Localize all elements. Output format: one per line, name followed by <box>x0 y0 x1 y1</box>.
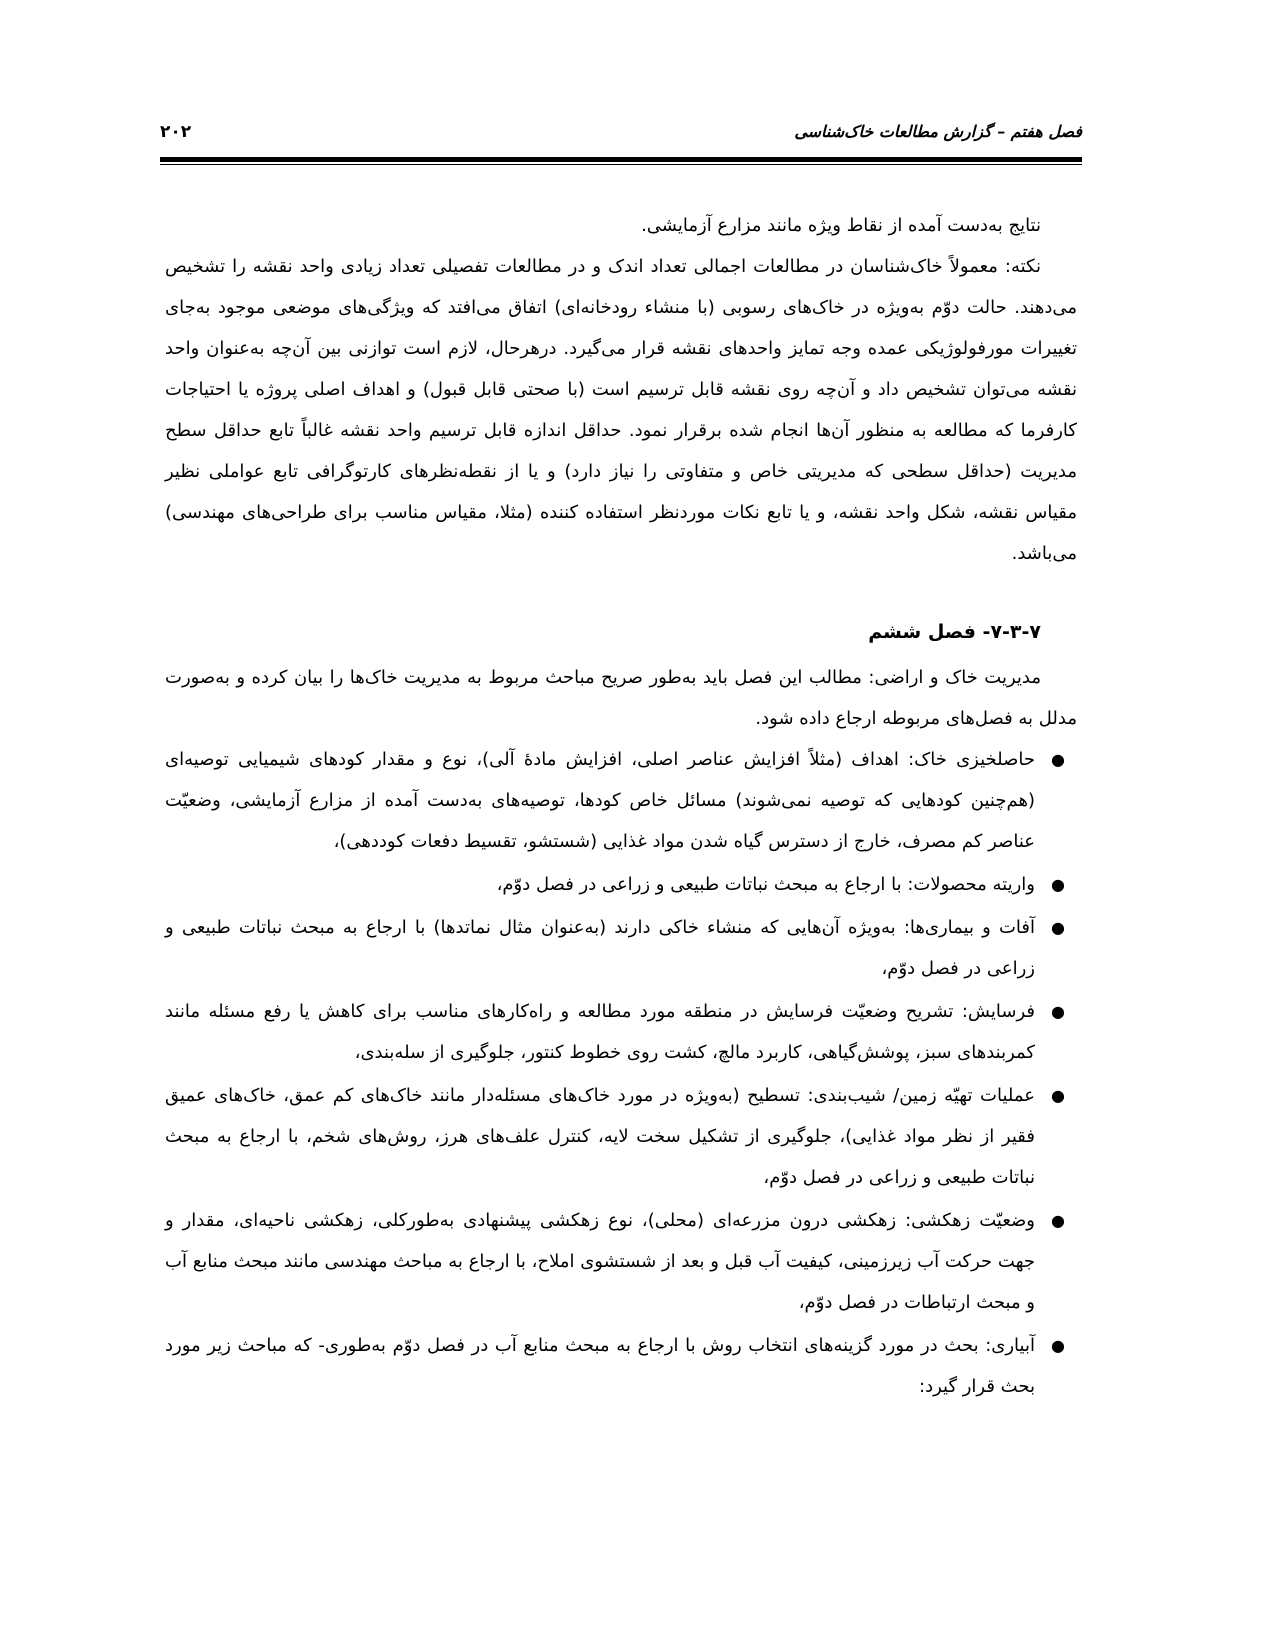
bullet-icon: ● <box>1051 1211 1065 1230</box>
list-item <box>165 739 1065 862</box>
bullet-icon: ● <box>1051 875 1065 894</box>
list-item-text: عملیات تهیّه زمین/ شیب‌بندی: تسطیح (به‌ویژه در مورد خاک‌های مسئله‌دار مانند خاک‌های کم عمق، خاک‌های عمیق فقیر از نظر مواد غذایی)، جلوگیری از تشکیل سخت لایه، کنترل علف‌های هرز، روش‌های شخم، با ارجاع به مبحث نباتات طبیعی و زراعی در فصل دوّم، <box>165 1085 1035 1188</box>
header-rule-thick <box>160 157 1082 162</box>
list-item-text: واریته محصولات: با ارجاع به مبحث نباتات طبیعی و زراعی در فصل دوّم، <box>496 874 1035 895</box>
paragraph-results: نتایج به‌دست آمده از نقاط ویژه مانند مزارع آزمایشی. <box>641 215 1041 236</box>
bullet-icon: ● <box>1051 750 1065 769</box>
running-header <box>160 122 1082 150</box>
list-item-text: آفات و بیماری‌ها: به‌ویژه آن‌هایی که منشاء خاکی دارند (به‌عنوان مثال نماتدها) با ارجاع به مبحث نباتات طبیعی و زراعی در فصل دوّم، <box>165 917 1035 979</box>
bullet-icon: ● <box>1051 1002 1065 1021</box>
header-rule-thin <box>160 164 1082 165</box>
body-text <box>165 205 1077 1409</box>
list-item-text: وضعیّت زهکشی: زهکشی درون مزرعه‌ای (محلی)، نوع زهکشی پیشنهادی به‌طورکلی، زهکشی ناحیه‌ای، مقدار و جهت حرکت آب زیرزمینی، کیفیت آب قبل و بعد از شستشوی املاح، با ارجاع به مباحث مهندسی مانند مبحث منابع آب و مبحث ارتباطات در فصل دوّم، <box>165 1210 1035 1313</box>
section-heading: ۷-۳-۷- فصل ششم <box>868 621 1041 643</box>
page-number: ۲۰۲ <box>160 122 192 142</box>
list-item <box>165 1325 1065 1407</box>
header-title: فصل هفتم – گزارش مطالعات خاک‌شناسی <box>794 122 1082 141</box>
bullet-list <box>165 739 1077 1407</box>
list-item-text: حاصلخیزی خاک: اهداف (مثلاً افزایش عناصر اصلی، افزایش مادهٔ آلی)، نوع و مقدار کودهای شیمیایی توصیه‌ای (هم‌چنین کودهایی که توصیه نمی‌شوند) مسائل خاص کودها، توصیه‌های به‌دست آمده از مزارع آزمایشی، وضعیّت عناصر کم مصرف، خارج از دسترس گیاه شدن مواد غذایی (شستشو، تقسیط دفعات کوددهی)، <box>165 749 1035 852</box>
list-item <box>165 991 1065 1073</box>
paragraph-note: نکته: معمولاً خاک‌شناسان در مطالعات اجمالی تعداد اندک و در مطالعات تفصیلی تعداد زیادی واحد نقشه را تشخیص می‌دهند. حالت دوّم به‌ویژه در خاک‌های رسوبی (با منشاء رودخانه‌ای) اتفاق می‌افتد که ویژگی‌های موضعی موجود به‌جای تغییرات مورفولوژیکی عمده وجه تمایز واحدهای نقشه قرار می‌گیرد. درهرحال، لازم است توازنی بین آن‌چه به‌عنوان واحد نقشه می‌توان تشخیص داد و آن‌چه روی نقشه قابل ترسیم است (با صحتی قابل قبول) و اهداف اصلی پروژه یا احتیاجات کارفرما که مطالعه به منظور آن‌ها انجام شده برقرار نمود. حداقل اندازه قابل ترسیم واحد نقشه غالباً تابع حداقل سطح مدیریت (حداقل سطحی که مدیریتی خاص و متفاوتی را نیاز دارد) و یا از نقطه‌نظرهای کارتوگرافی تابع عواملی نظیر مقیاس نقشه، شکل واحد نقشه، و یا تابع نکات موردنظر استفاده کننده (مثلا، مقیاس مناسب برای طراحی‌های مهندسی) می‌باشد. <box>165 256 1077 564</box>
bullet-icon: ● <box>1051 1336 1065 1355</box>
list-item-text: فرسایش: تشریح وضعیّت فرسایش در منطقه مورد مطالعه و راه‌کارهای مناسب برای کاهش یا رفع مسئله مانند کمربندهای سبز، پوشش‌گیاهی، کاربرد مالچ، کشت روی خطوط کنتور، جلوگیری از سله‌بندی، <box>165 1001 1035 1063</box>
bullet-icon: ● <box>1051 1086 1065 1105</box>
list-item <box>165 907 1065 989</box>
paragraph-soil-management: مدیریت خاک و اراضی: مطالب این فصل باید به‌طور صریح مباحث مربوط به مدیریت خاک‌ها را بیان کرده و به‌صورت مدلل به فصل‌های مربوطه ارجاع داده شود. <box>165 667 1077 729</box>
bullet-icon: ● <box>1051 918 1065 937</box>
list-item <box>165 1075 1065 1198</box>
list-item <box>165 864 1065 905</box>
list-item <box>165 1200 1065 1323</box>
list-item-text: آبیاری: بحث در مورد گزینه‌های انتخاب روش با ارجاع به مبحث منابع آب در فصل دوّم به‌طوری- که مباحث زیر مورد بحث قرار گیرد: <box>165 1335 1035 1397</box>
